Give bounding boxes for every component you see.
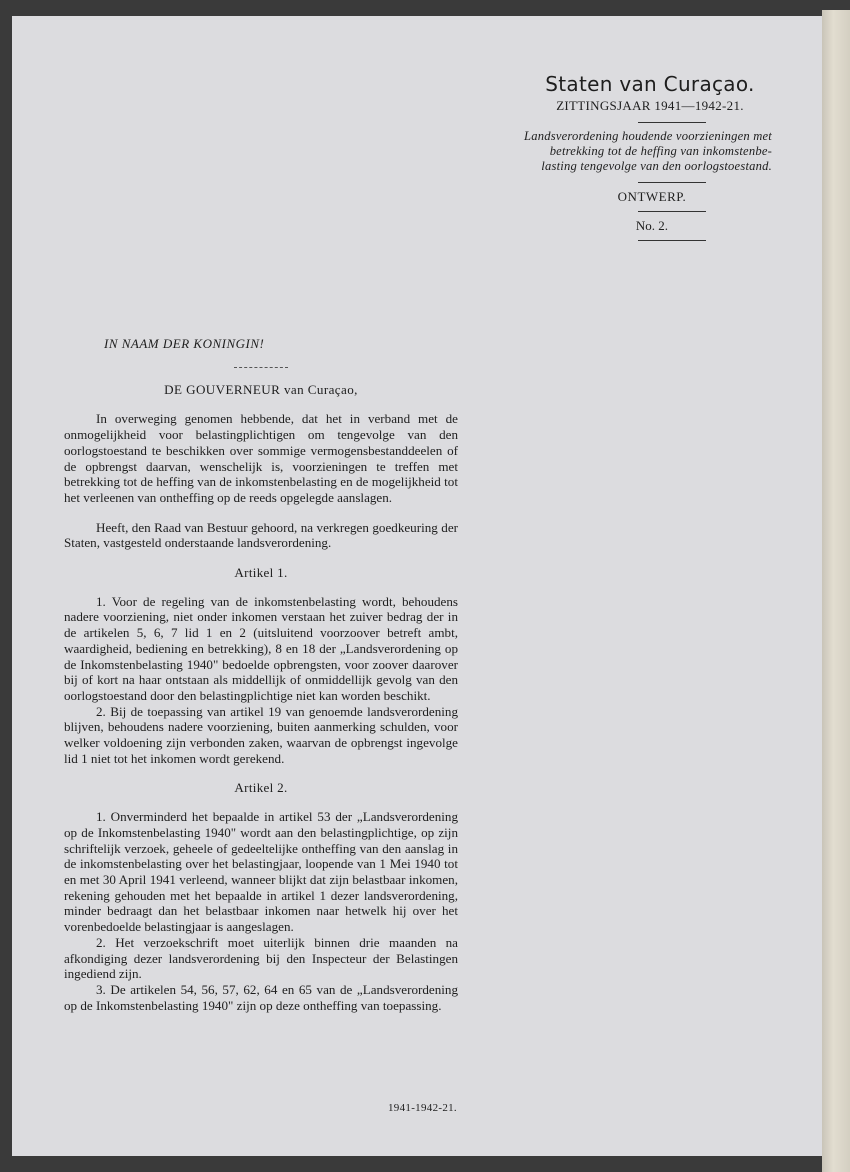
document-title: Staten van Curaçao. bbox=[545, 72, 755, 96]
article-paragraph: 3. De artikelen 54, 56, 57, 62, 64 en 65 van de „Landsverordening op de Inkomstenbelasting 1940" zijn op deze ontheffing van toepassing. bbox=[64, 981, 458, 1013]
article-paragraph: 1. Onverminderd het bepaalde in artikel 53 der „Landsverordening op de Inkomstenbelasting 1940" wordt aan den belastingplichtige, op zijn schriftelijk verzoek, geheele of gedeeltelijke ontheffing van den aanslag in de inkomstenbelasting over het belastingjaar, loopende van 1 Mei 1940 tot en met 30 April 1941 verleend, wanneer blijkt dat zijn belastbaar inkomen, rekening gehouden met het bepaalde in artikel 1 dezer landsverordening, minder bedraagt dan het belastbaar inkomen naar hetwelk hij over het vorenbedoelde belastingjaar is aangeslagen. bbox=[64, 809, 458, 935]
subject-line: Landsverordening houdende voorzieningen met bbox=[524, 129, 772, 143]
article-paragraph: 2. Het verzoekschrift moet uiterlijk binnen drie maanden na afkondiging dezer landsverordening bij den Inspecteur der Belastingen ingediend zijn. bbox=[64, 934, 458, 982]
subject-line: lasting tengevolge van den oorlogstoestand. bbox=[541, 159, 772, 173]
article-heading: Artikel 2. bbox=[234, 780, 288, 796]
preamble-paragraph: Heeft, den Raad van Bestuur gehoord, na verkregen goedkeuring der Staten, vastgesteld onderstaande landsverordening. bbox=[64, 519, 458, 551]
preamble-paragraph: In overweging genomen hebbende, dat het in verband met de onmogelijkheid voor belastingplichtigen om tengevolge van den oorlogstoestand te beschikken over sommige vermogensbestanddeelen of de opbrengst daarvan, wenschelijk is, voorzieningen te treffen met betrekking tot de heffing van de inkomstenbelasting en de mogelijkheid tot het verleenen van ontheffing op de reeds opgelegde aanslagen. bbox=[64, 411, 458, 505]
session-year: ZITTINGSJAAR 1941—1942-21. bbox=[556, 98, 744, 113]
subject-line: betrekking tot de heffing van inkomstenbe- bbox=[549, 144, 772, 158]
document-number: No. 2. bbox=[635, 218, 669, 233]
article-paragraph: 2. Bij de toepassing van artikel 19 van genoemde landsverordening blijven, behoudens nadere voorziening, buiten aanmerking schulden, voor welker voldoening zijn verbonden zaken, waarvan de opbrengst ingevolge lid 1 niet tot het inkomen wordt gerekend. bbox=[64, 703, 458, 766]
page-reference: 1941-1942-21. bbox=[388, 1102, 457, 1114]
divider bbox=[638, 122, 706, 123]
article-heading: Artikel 1. bbox=[234, 565, 288, 581]
document-body bbox=[64, 336, 458, 1013]
divider bbox=[638, 211, 706, 212]
divider bbox=[638, 240, 706, 241]
invocation: IN NAAM DER KONINGIN! bbox=[104, 336, 265, 351]
next-page-edge bbox=[822, 10, 850, 1172]
document-header bbox=[480, 72, 780, 247]
governor-line: DE GOUVERNEUR van Curaçao, bbox=[164, 381, 358, 397]
subject-text bbox=[480, 129, 780, 174]
article-paragraph: 1. Voor de regeling van de inkomstenbelasting wordt, behoudens nadere voorziening, niet onder inkomen verstaan het zuiver bedrag der in de artikelen 5, 6, 7 lid 1 en 2 (uitsluitend voorzoover betreft ambt, waardigheid, bediening en betrekking), 8 en 18 der „Landsverordening op de Inkomstenbelasting 1940" bedoelde opbrengsten, voor zoover daarover bij of kort na haar ontstaan als middellijk of onmiddellijk gevolg van den oorlogstoestand door den belastingplichtige niet kan worden beschikt. bbox=[64, 593, 458, 703]
draft-label: ONTWERP. bbox=[617, 189, 687, 204]
divider bbox=[638, 182, 706, 183]
ornament-divider bbox=[234, 367, 288, 368]
